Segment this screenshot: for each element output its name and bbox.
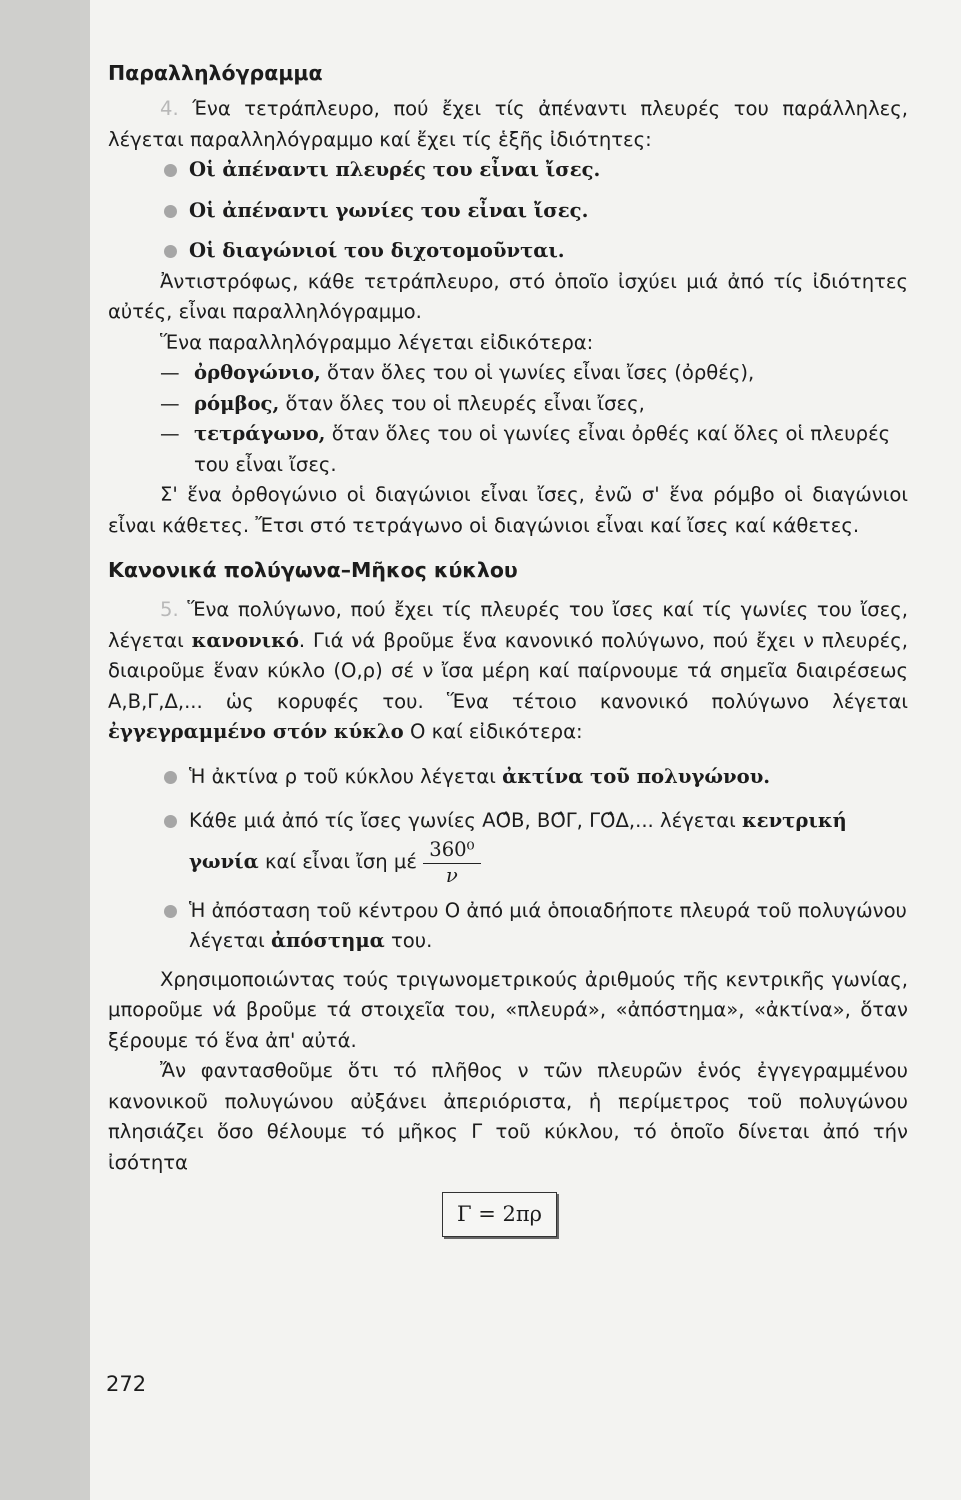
scan-gutter [0, 0, 90, 1500]
special-intro: Ἕνα παραλληλόγραμμο λέγεται εἰδικότερα: [160, 330, 594, 354]
kind-item: — ρόμβος, ὅταν ὅλες του οἱ πλευρές εἶναι ἴσες, [160, 391, 645, 415]
polygon-item: Κάθε μιά ἀπό τίς ἴσες γωνίες ΑΟ̂Β, ΒΟ̂Γ, ΓΟ̂Δ,... λέγεται κεντρική γωνία καί εἶναι ἴση μέ $\frac{\text{360⁰}}{\nu}$ [164, 806, 908, 888]
limit-paragraph: Ἄν φαντασθοῦμε ὅτι τό πλῆθος ν τῶν πλευρῶν ἑνός ἐγγεγραμμένου κανονικοῦ πολυγώνου αὐξάνει ἀπεριόριστα, ἡ περίμετρος τοῦ πολυγώνου πλησιάζει ὅσο θέλουμε τό μῆκος Γ τοῦ κύκλου, τό ὁποῖο δίνεται ἀπό τήν ἰσότητα [108, 1059, 908, 1174]
property-item: Οἱ ἀπέναντι πλευρές του εἶναι ἴσες. [164, 155, 908, 186]
bullet-icon [164, 905, 177, 918]
section-title-regular-polygons: Κανονικά πολύγωνα–Μῆκος κύκλου [108, 558, 518, 582]
converse-paragraph: Ἀντιστρόφως, κάθε τετράπλευρο, στό ὁποῖο ἰσχύει μιά ἀπό τίς ἰδιότητες αὐτές, εἶναι παραλληλόγραμμο. [108, 269, 908, 323]
paragraph-5: 5. Ἕνα πολύγωνο, πού ἔχει τίς πλευρές του ἴσες καί τίς γωνίες του ἴσες, λέγεται κανονικό. Γιά νά βροῦμε ἕνα κανονικό πολύγωνο, πού ἔχει ν πλευρές, διαιροῦμε ἕναν κύκλο (Ο,ρ) σέ ν ἴσα μέρη καί παίρνουμε τά σημεῖα διαιρέσεως Α,Β,Γ,Δ,... ὡς κορυφές του. Ἕνα τέτοιο κανονικό πολύγωνο λέγεται ἐγγεγραμμένο στόν κύκλο Ο καί εἰδικότερα: [108, 598, 908, 743]
bullet-icon [164, 205, 177, 218]
paragraph-text: Ένα τετράπλευρο, πού ἔχει τίς ἀπέναντι πλευρές του παράλληλες, λέγεται παραλληλόγραμμο καί ἔχει τίς ἑξῆς ἰδιότητες: [108, 97, 908, 151]
polygon-item: Ἡ ἀπόσταση τοῦ κέντρου Ο ἀπό μιά ὁποιαδήποτε πλευρά τοῦ πολυγώνου λέγεται ἀπόστημα του. [164, 896, 908, 957]
polygon-item: Ἡ ἀκτίνα ρ τοῦ κύκλου λέγεται ἀκτίνα τοῦ πολυγώνου. [164, 762, 908, 793]
bullet-icon [164, 771, 177, 784]
bullet-icon [164, 815, 177, 828]
bullet-icon [164, 164, 177, 177]
page-number: 272 [106, 1372, 147, 1396]
bullet-icon [164, 245, 177, 258]
property-item: Οἱ διαγώνιοί του διχοτομοῦνται. [164, 236, 908, 267]
kind-item: — ὀρθογώνιο, ὅταν ὅλες του οἱ γωνίες εἶναι ἴσες (ὀρθές), [160, 361, 755, 384]
paragraph-number: 4. [160, 97, 179, 120]
page-content [108, 52, 908, 1237]
paragraph-4 [108, 94, 908, 155]
trig-paragraph: Χρησιμοποιώντας τούς τριγωνομετρικούς ἀριθμούς τῆς κεντρικῆς γωνίας, μποροῦμε νά βροῦμε τά στοιχεῖα του, «πλευρά», «ἀπόστημα», «ἀκτίνα», ὅταν ξέρουμε τό ἕνα ἀπ' αὐτά. [108, 967, 908, 1052]
central-angle-fraction: $\frac{\text{360⁰}}{\nu}$ [423, 837, 480, 888]
property-item: Οἱ ἀπέναντι γωνίες του εἶναι ἴσες. [164, 196, 908, 227]
kind-item: — τετράγωνο, ὅταν ὅλες του οἱ γωνίες εἶναι ὀρθές καί ὅλες οἱ πλευρές του εἶναι ἴσες. [160, 422, 891, 476]
paragraph-number: 5. [160, 598, 179, 621]
diagonals-paragraph: Σ' ἕνα ὀρθογώνιο οἱ διαγώνιοι εἶναι ἴσες, ἐνῶ σ' ἕνα ρόμβο οἱ διαγώνιοι εἶναι κάθετες. Ἔτσι στό τετράγωνο οἱ διαγώνιοι εἶναι καί ἴσες καί κάθετες. [108, 483, 908, 537]
circumference-formula: Γ = 2πρ [442, 1192, 557, 1237]
section-title-parallelogram: Παραλληλόγραμμα [108, 61, 323, 85]
